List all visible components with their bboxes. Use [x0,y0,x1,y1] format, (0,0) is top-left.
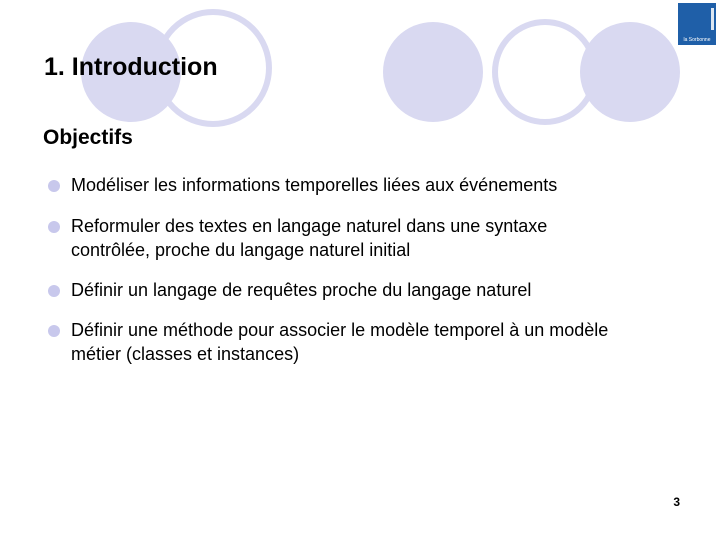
university-logo [678,3,716,45]
bullet-text [71,278,531,302]
decorative-circle-filled [383,22,483,122]
bullet-line: Modéliser les informations temporelles liées aux événements [71,175,558,195]
logo-caption: la Sorbonne [683,37,711,43]
bullet-icon [48,180,60,192]
bullet-icon [48,325,60,337]
bullet-text [71,318,608,366]
bullet-text [71,214,547,262]
decorative-circle-filled [580,22,680,122]
bullet-line: métier (classes et instances) [71,344,300,364]
page-number: 3 [673,495,680,509]
bullet-icon [48,221,60,233]
slide-title: 1. Introduction [44,53,218,81]
section-heading: Objectifs [43,126,133,149]
bullet-line: Définir une méthode pour associer le modèle temporel à un modèle [71,320,609,340]
logo-mark-icon [711,8,714,30]
bullet-line: contrôlée, proche du langage naturel initial [71,240,411,260]
bullet-line: Reformuler des textes en langage naturel dans une syntaxe [71,216,548,236]
bullet-icon [48,285,60,297]
bullet-line: Définir un langage de requêtes proche du langage naturel [71,280,532,300]
bullet-text [71,173,557,197]
